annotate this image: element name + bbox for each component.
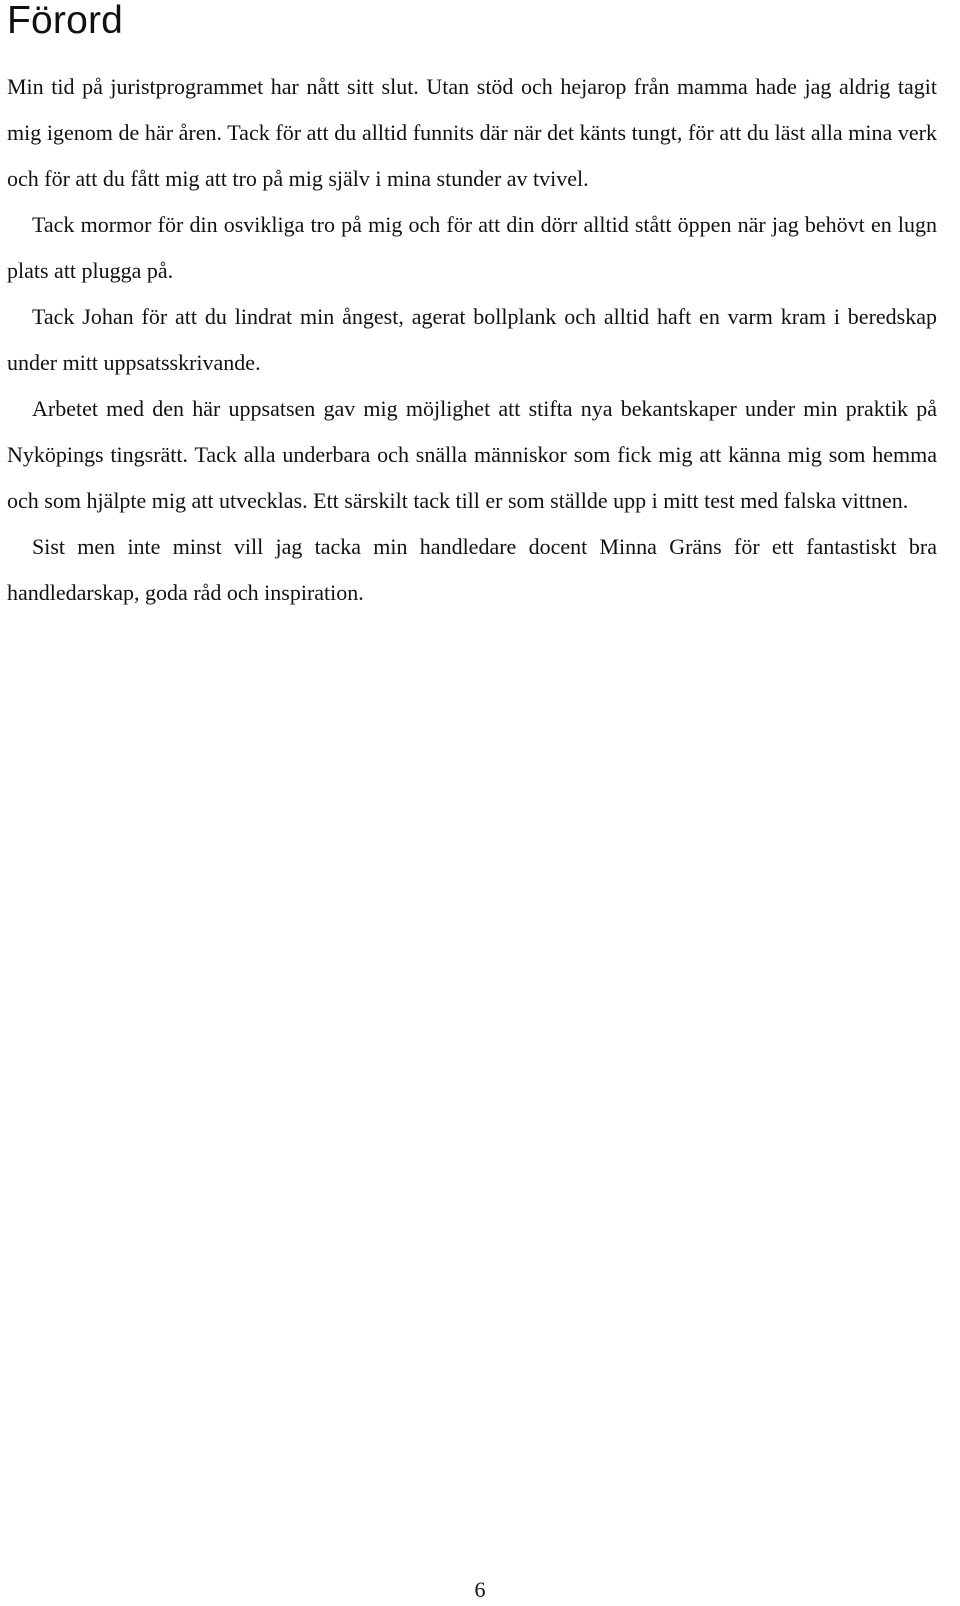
- paragraph-mormor: Tack mormor för din osvikliga tro på mig och för att din dörr alltid stått öppen när jag behövt en lugn plats att plugga på.: [7, 212, 937, 283]
- paragraph-johan: Tack Johan för att du lindrat min ångest, agerat bollplank och alltid haft en varm kram i beredskap under mitt uppsatsskrivande.: [7, 304, 937, 375]
- body-text: [7, 64, 937, 616]
- paragraph-tingsratt: Arbetet med den här uppsatsen gav mig möjlighet att stifta nya bekantskaper under min praktik på Nyköpings tingsrätt. Tack alla underbara och snälla människor som fick mig att känna mig som hemma och som hjälpte mig att utvecklas. Ett särskilt tack till er som ställde upp i mitt test med falska vittnen.: [7, 396, 937, 513]
- page-heading: Förord: [7, 0, 124, 42]
- page-number: 6: [474, 1577, 486, 1602]
- paragraph-intro: Min tid på juristprogrammet har nått sitt slut. Utan stöd och hejarop från mamma hade jag aldrig tagit mig igenom de här åren. Tack för att du alltid funnits där när det känts tungt, för att du läst alla mina verk och för att du fått mig att tro på mig själv i mina stunder av tvivel.: [7, 74, 937, 191]
- paragraph-handledare: Sist men inte minst vill jag tacka min handledare docent Minna Gräns för ett fantastiskt bra handledarskap, goda råd och inspiration.: [7, 534, 937, 605]
